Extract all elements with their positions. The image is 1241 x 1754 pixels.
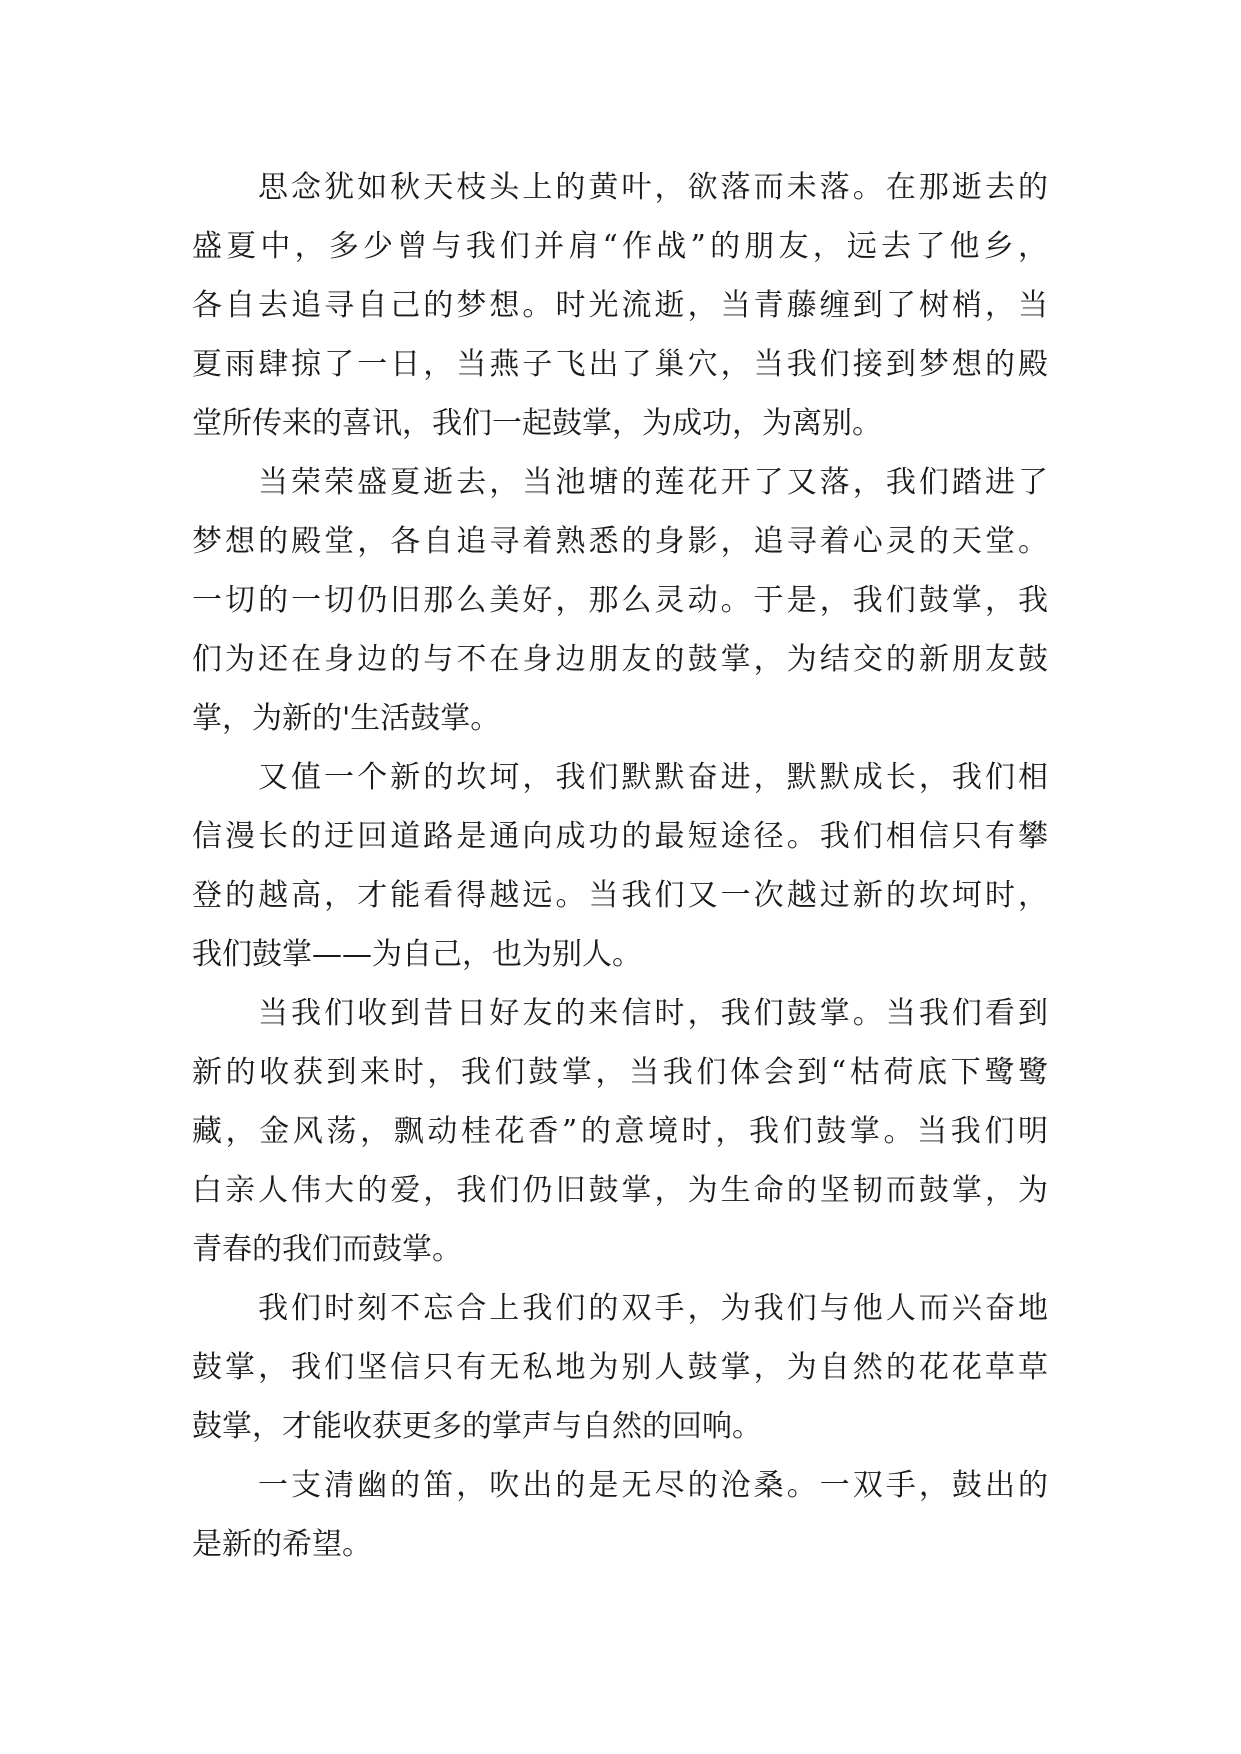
text-line: 鼓掌，我们坚信只有无私地为别人鼓掌，为自然的花花草草 xyxy=(192,1350,1048,1385)
text-line: 是新的希望。 xyxy=(192,1527,372,1562)
text-line: 又值一个新的坎坷，我们默默奋进，默默成长，我们相 xyxy=(258,760,1048,795)
text-line: 夏雨肆掠了一日，当燕子飞出了巢穴，当我们接到梦想的殿 xyxy=(192,347,1048,382)
text-line: 梦想的殿堂，各自追寻着熟悉的身影，追寻着心灵的天堂。 xyxy=(192,524,1048,559)
text-line: 信漫长的迂回道路是通向成功的最短途径。我们相信只有攀 xyxy=(192,819,1048,854)
paragraph xyxy=(192,1456,1048,1574)
paragraph xyxy=(192,748,1048,984)
text-line: 一支清幽的笛，吹出的是无尽的沧桑。一双手，鼓出的 xyxy=(258,1468,1048,1503)
text-line: 当荣荣盛夏逝去，当池塘的莲花开了又落，我们踏进了 xyxy=(258,465,1048,500)
text-line: 各自去追寻自己的梦想。时光流逝，当青藤缠到了树梢，当 xyxy=(192,288,1048,323)
text-line: 一切的一切仍旧那么美好，那么灵动。于是，我们鼓掌，我 xyxy=(192,583,1048,618)
text-line: 思念犹如秋天枝头上的黄叶，欲落而未落。在那逝去的 xyxy=(258,170,1048,205)
text-line: 我们鼓掌——为自己，也为别人。 xyxy=(192,937,642,972)
paragraph xyxy=(192,158,1048,453)
text-line: 青春的我们而鼓掌。 xyxy=(192,1232,462,1267)
text-line: 白亲人伟大的爱，我们仍旧鼓掌，为生命的坚韧而鼓掌，为 xyxy=(192,1173,1048,1208)
paragraph xyxy=(192,453,1048,748)
document-body xyxy=(192,158,1048,1574)
text-line: 登的越高，才能看得越远。当我们又一次越过新的坎坷时， xyxy=(192,878,1048,913)
text-line: 们为还在身边的与不在身边朋友的鼓掌，为结交的新朋友鼓 xyxy=(192,642,1048,677)
text-line: 鼓掌，才能收获更多的掌声与自然的回响。 xyxy=(192,1409,762,1444)
paragraph xyxy=(192,984,1048,1279)
text-line: 堂所传来的喜讯，我们一起鼓掌，为成功，为离别。 xyxy=(192,406,882,441)
text-line: 新的收获到来时，我们鼓掌，当我们体会到“枯荷底下鹭鹭 xyxy=(192,1055,1048,1090)
text-line: 当我们收到昔日好友的来信时，我们鼓掌。当我们看到 xyxy=(258,996,1048,1031)
text-line: 盛夏中，多少曾与我们并肩“作战”的朋友，远去了他乡， xyxy=(192,229,1048,264)
text-line: 我们时刻不忘合上我们的双手，为我们与他人而兴奋地 xyxy=(258,1291,1048,1326)
paragraph xyxy=(192,1279,1048,1456)
text-line: 藏，金风荡，飘动桂花香”的意境时，我们鼓掌。当我们明 xyxy=(192,1114,1048,1149)
text-line: 掌，为新的'生活鼓掌。 xyxy=(192,701,501,736)
